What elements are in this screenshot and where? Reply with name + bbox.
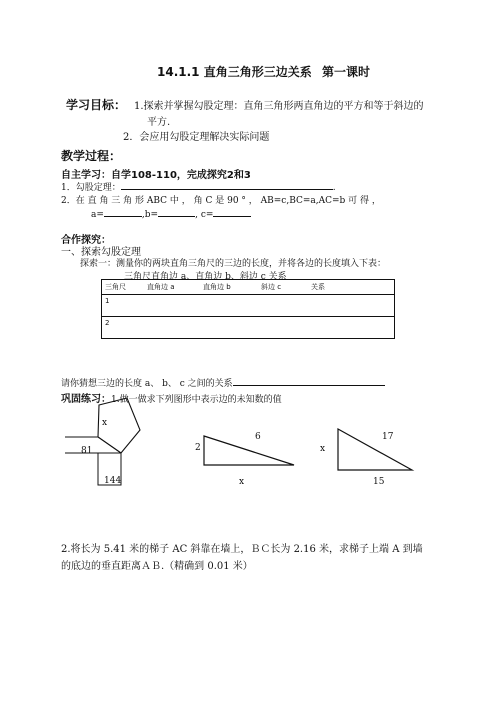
figure-1-squares [65, 398, 140, 485]
process-heading: 教学过程： [61, 149, 122, 163]
table-row-2[interactable]: 2 [102, 317, 395, 339]
c-label: , c= [195, 210, 214, 220]
practice-label: 巩固练习： [61, 394, 111, 405]
page-title: 14.1.1 直角三角形三边关系 [157, 65, 312, 79]
fig3-triangle [338, 429, 412, 470]
fig1-144-label: 144 [104, 476, 122, 486]
fig1-x-label: x [102, 418, 108, 428]
table-header-b: 直角边 b [203, 283, 231, 291]
table-header-c: 斜边 c [261, 283, 282, 291]
coop-heading: 合作探究： [61, 235, 111, 246]
ladder-question: 2.将长为 5.41 米的梯子 AC 斜靠在墙上，ＢＣ长为 2.16 米，求梯子上端 A 到墙 [61, 544, 423, 555]
table-header-relation: 关系 [311, 283, 325, 291]
table-header-a: 直角边 a [147, 283, 175, 291]
objective-1-cont: 平方. [147, 117, 171, 128]
self-study-heading: 自主学习：自学108-110，完成探究2和3 [61, 170, 251, 181]
figure-2-triangle [204, 436, 294, 465]
fig3-base-label: 15 [373, 477, 385, 487]
fig2-base-label: x [239, 477, 245, 487]
fig2-hyp-label: 6 [255, 432, 261, 442]
objective-label: 学习目标： [66, 98, 127, 112]
fig2-triangle [204, 436, 294, 465]
ladder-question-cont: 的底边的垂直距离ＡＢ.（精确到 0.01 米） [61, 561, 253, 572]
objective-2: 2．会应用勾股定理解决实际问题 [123, 132, 270, 143]
question-2: 2．在 直 角 三 角 形 ABC 中 ， 角 C 是 90 ° ， AB=c,BC=a,AC=b 可 得 ， [61, 196, 381, 206]
fig3-hyp-label: 17 [382, 432, 394, 442]
objective-1: 1.探索并掌握勾股定理：直角三角形两直角边的平方和等于斜边的 [134, 101, 424, 112]
fig3-vert-label: x [320, 444, 326, 454]
table-row-1[interactable]: 1 [102, 295, 395, 317]
fig1-81-label: 81 [81, 446, 93, 456]
question-1-text: 1．勾股定理： [61, 183, 121, 193]
practice-text: 1.做一做求下列图形中表示边的未知数的值 [111, 395, 282, 405]
fig2-vert-label: 2 [195, 443, 201, 453]
fig1-triangle-hyp [98, 437, 121, 453]
a-label: a= [91, 210, 104, 220]
question-1-end: . [332, 183, 336, 193]
guess-text: 请你猜想三边的长度 a、 b、 c 之间的关系 [61, 379, 233, 389]
figure-3-triangle [338, 429, 412, 470]
explore-1-text: 探索一：测量你的两块直角三角尺的三边的长度，并将各边的长度填入下表： [80, 259, 387, 269]
explore-heading: 一、探索勾股定理 [61, 247, 141, 258]
lesson-label: 第一课时 [322, 65, 371, 79]
table-caption: 三角尺直角边 a、直角边 b、斜边 c 关系 [124, 272, 287, 282]
table-header-ruler: 三角尺 [105, 283, 126, 291]
b-label: ,b= [141, 210, 159, 220]
